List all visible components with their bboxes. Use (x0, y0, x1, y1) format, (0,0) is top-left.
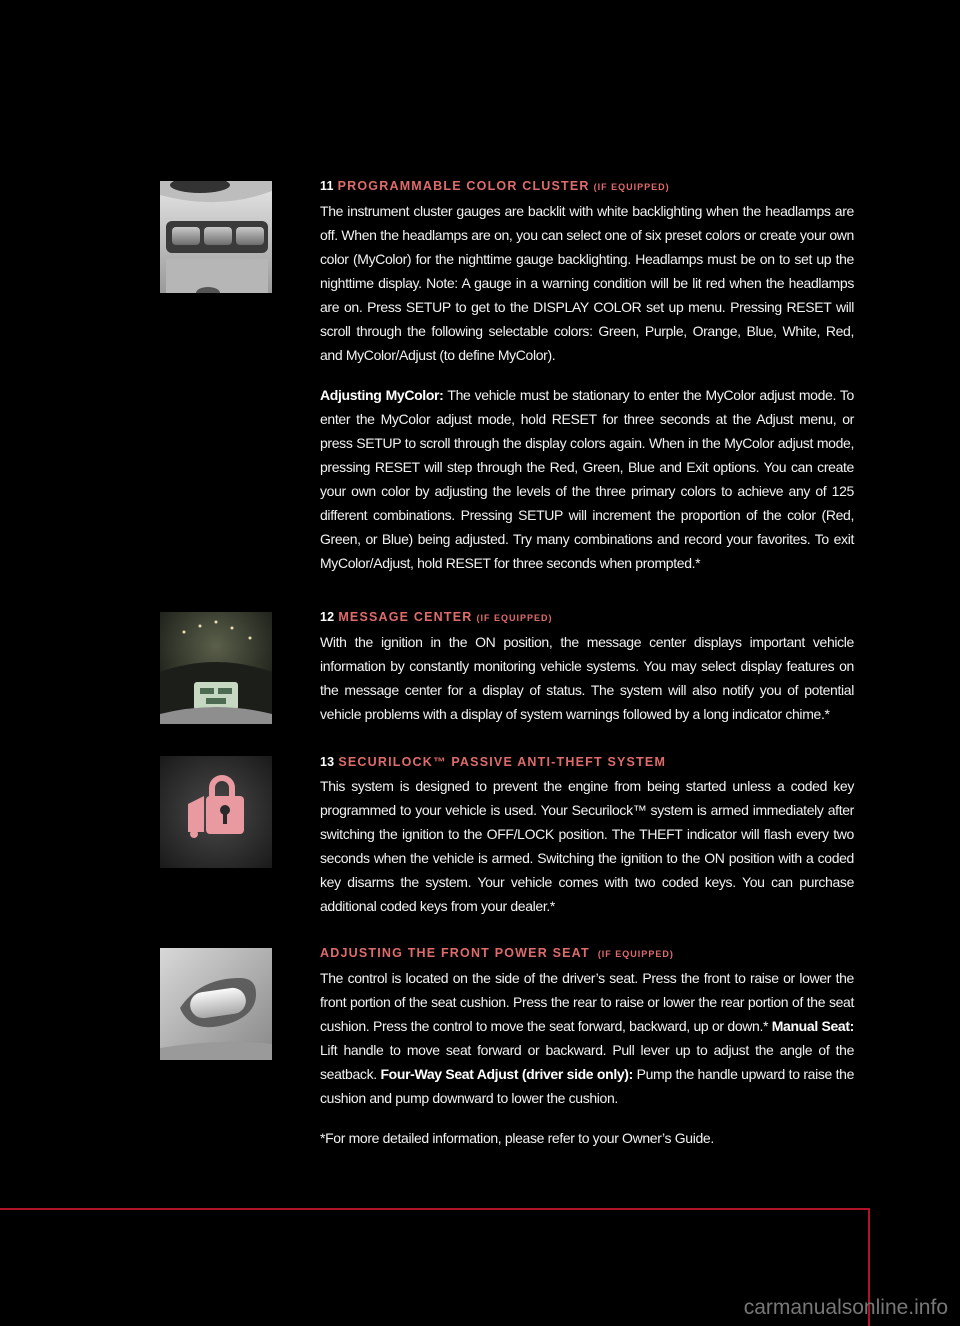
manual-seat-body: Lift handle to move seat forward or backward. Pull lever up to adjust the angle of the seatback. (320, 1042, 854, 1082)
section-color-cluster (320, 178, 854, 575)
section-heading (320, 178, 854, 195)
section-power-seat (320, 945, 854, 1150)
seat-control-image (160, 948, 272, 1060)
mycolor-label: Adjusting MyColor: (320, 387, 444, 403)
cluster-buttons-image (160, 181, 272, 293)
section-securilock (320, 754, 854, 918)
section-number: 13 (320, 755, 335, 769)
section-title: MESSAGE CENTER (338, 610, 473, 624)
watermark: carmanualsonline.info (743, 1296, 948, 1319)
four-way-body: Pump the handle upward to raise the cushion and pump downward to lower the cushion. (320, 1066, 855, 1106)
seat-body: The control is located on the side of the driver’s seat. Press the front to raise or lower the front portion of the seat cushion. Press the rear to raise or lower the rear portion of the seat cushion. Press the control to move the seat forward, backward, up or down.* (320, 970, 854, 1034)
message-center-image (160, 612, 272, 724)
section-title: SECURILOCK™ PASSIVE ANTI-THEFT SYSTEM (338, 755, 667, 769)
mycolor-body: The vehicle must be stationary to enter the MyColor adjust mode. To enter the MyColor adjust mode, hold RESET for three seconds at the Adjust menu, or press SETUP to scroll through the display colors again. When in the MyColor adjust mode, pressing RESET will step through the Red, Green, Blue and Exit options. You can create your own color by adjusting the levels of the three primary colors to achieve any of 125 different combinations. Pressing SETUP will increment the proportion of the color (Red, Green, or Blue) being adjusted. Try many combinations and record your favorites. To exit MyColor/Adjust, hold RESET for three seconds when prompted.* (320, 387, 854, 571)
section-heading (320, 609, 854, 626)
section-number: 12 (320, 610, 335, 624)
section-body: This system is designed to prevent the engine from being started unless a coded key programmed to your vehicle is used. Your Securilock™ system is armed immediately after switching the ignition to the OFF/LOCK position. The THEFT indicator will flash every two seconds when the vehicle is armed. Switching the ignition to the ON position with a coded key disarms the system. Your vehicle comes with two coded keys. You can purchase additional coded keys from your dealer.* (320, 778, 854, 914)
section-body: The instrument cluster gauges are backlit with white backlighting when the headlamps are off. When the headlamps are on, you can select one of six preset colors or create your own color (MyColor) for the nighttime gauge backlighting. Headlamps must be on to set up the nighttime display. Note: A gauge in a warning condition will be lit red when the headlamps are on. Press SETUP to get to the DISPLAY COLOR set up menu. Pressing RESET will scroll through the following selectable colors: Green, Purple, Orange, Blue, White, Red, and MyColor/Adjust (to define MyColor). (320, 203, 854, 363)
mycolor-paragraph (320, 383, 854, 575)
seat-paragraph (320, 966, 854, 1110)
four-way-label: Four-Way Seat Adjust (driver side only): (380, 1066, 633, 1082)
theft-indicator-image (160, 756, 272, 868)
section-heading (320, 945, 854, 962)
section-heading (320, 754, 854, 770)
section-qualifier: (IF EQUIPPED) (593, 182, 670, 192)
section-message-center (320, 609, 854, 726)
footnote: *For more detailed information, please refer to your Owner’s Guide. (320, 1130, 714, 1146)
section-number: 11 (320, 179, 334, 193)
section-qualifier: (IF EQUIPPED) (476, 613, 553, 623)
manual-seat-label: Manual Seat: (771, 1018, 854, 1034)
section-title: PROGRAMMABLE COLOR CLUSTER (337, 179, 590, 193)
section-body: With the ignition in the ON position, the message center displays important vehicle information by constantly monitoring vehicle systems. You may select display features on the message center for a display of status. The system will also notify you of potential vehicle problems with a display of system warnings followed by a long indicator chime.* (320, 634, 854, 722)
footer-rule-horizontal (0, 1208, 870, 1210)
section-title: ADJUSTING THE FRONT POWER SEAT (320, 946, 590, 960)
section-qualifier: (IF EQUIPPED) (597, 949, 674, 959)
